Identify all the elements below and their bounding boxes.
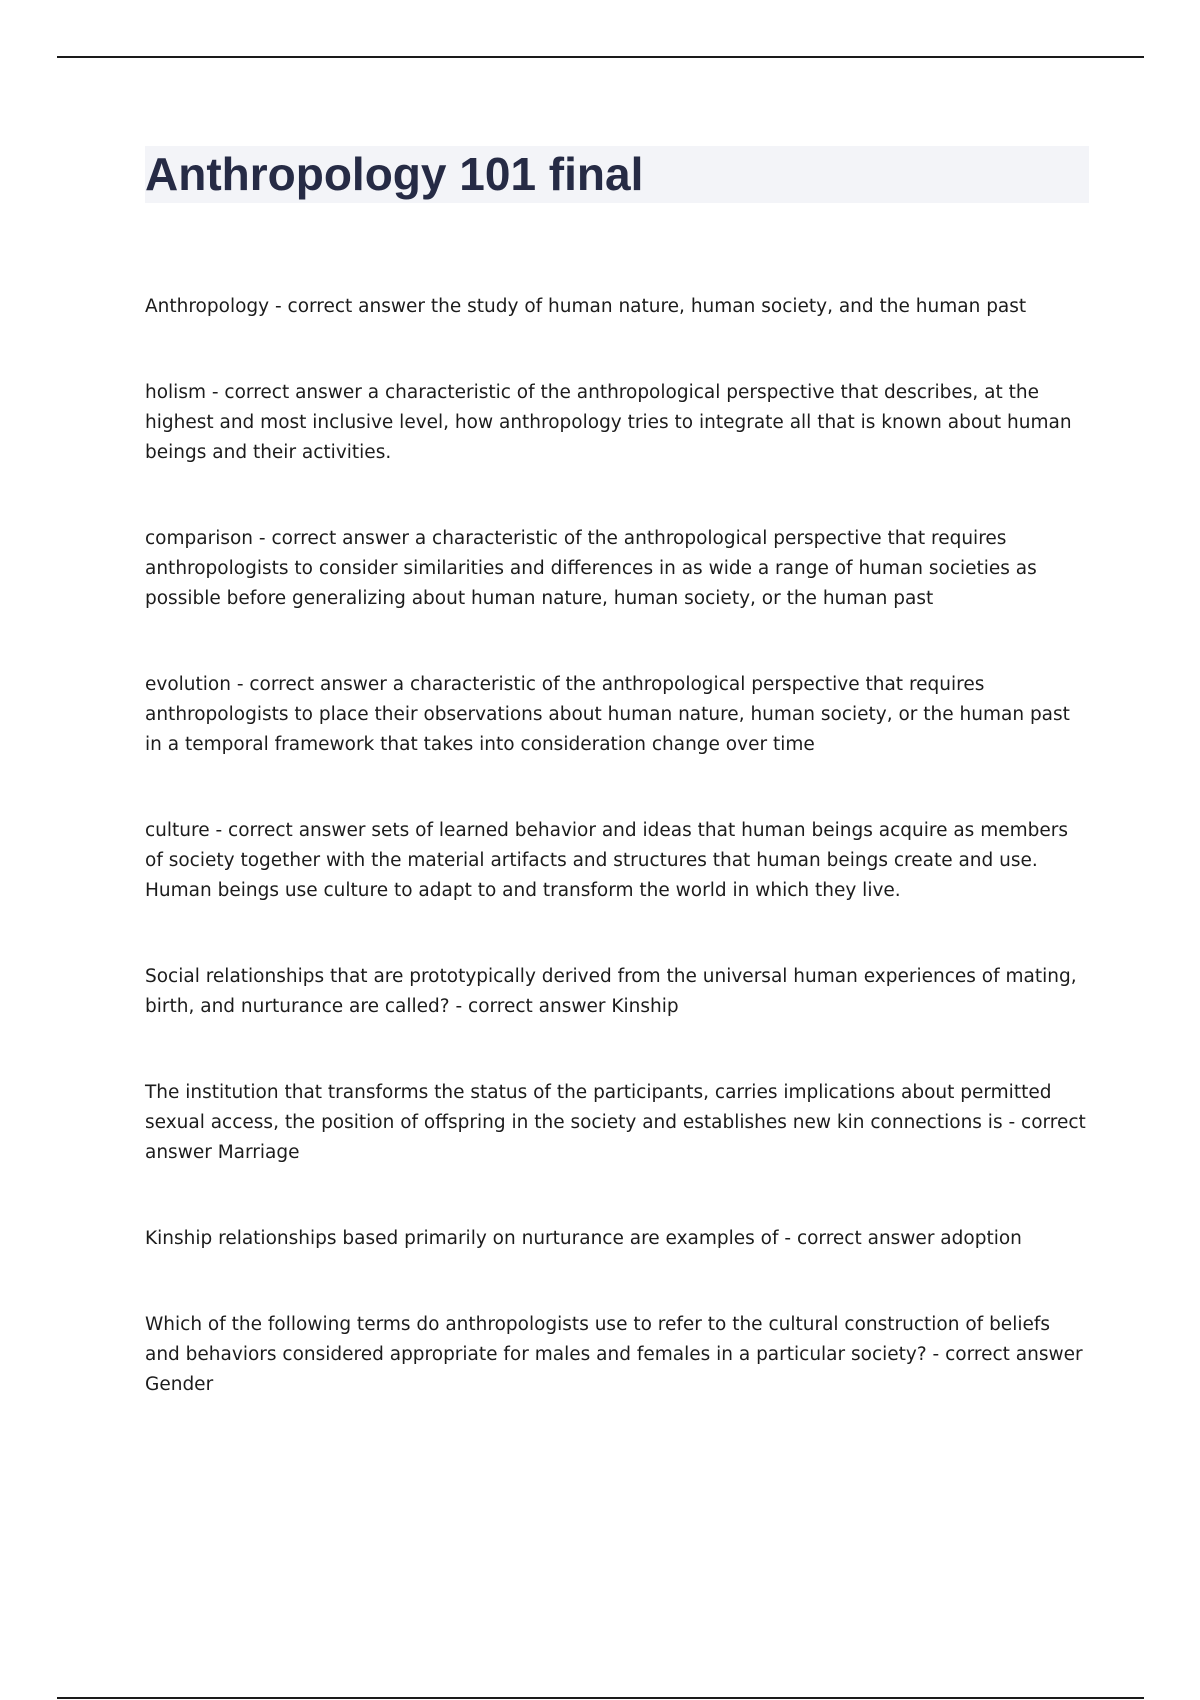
flashcard-entry: Which of the following terms do anthropologists use to refer to the cultural construction of beliefs and behaviors considered appropriate for males and females in a particular society? - correct answer Gender bbox=[145, 1314, 1083, 1395]
flashcard-entry: evolution - correct answer a characteristic of the anthropological perspective that requires anthropologists to place their observations about human nature, human society, or the human past in a temporal framework that takes into consideration change over time bbox=[145, 674, 1070, 755]
flashcard-entry: Social relationships that are prototypically derived from the universal human experiences of mating, birth, and nurturance are called? - correct answer Kinship bbox=[145, 966, 1077, 1017]
top-rule bbox=[57, 56, 1144, 58]
page-title: Anthropology 101 final bbox=[145, 148, 644, 200]
flashcard-entry: holism - correct answer a characteristic of the anthropological perspective that describes, at the highest and most inclusive level, how anthropology tries to integrate all that is known about human beings and their activities. bbox=[145, 382, 1072, 463]
flashcard-entry: The institution that transforms the status of the participants, carries implications about permitted sexual access, the position of offspring in the society and establishes new kin connections is - correct answer Marriage bbox=[145, 1082, 1086, 1163]
flashcard-entry: Kinship relationships based primarily on nurturance are examples of - correct answer adoption bbox=[145, 1228, 1022, 1249]
flashcard-entry: Anthropology - correct answer the study of human nature, human society, and the human past bbox=[145, 296, 1027, 317]
bottom-rule bbox=[57, 1697, 1144, 1699]
flashcard-entry: comparison - correct answer a characteristic of the anthropological perspective that requires anthropologists to consider similarities and differences in as wide a range of human societies as possible before generalizing about human nature, human society, or the human past bbox=[145, 528, 1037, 609]
flashcard-list bbox=[145, 292, 1090, 1456]
flashcard-entry: culture - correct answer sets of learned behavior and ideas that human beings acquire as members of society together with the material artifacts and structures that human beings create and use. Human beings use culture to adapt to and transform the world in which they live. bbox=[145, 820, 1068, 901]
